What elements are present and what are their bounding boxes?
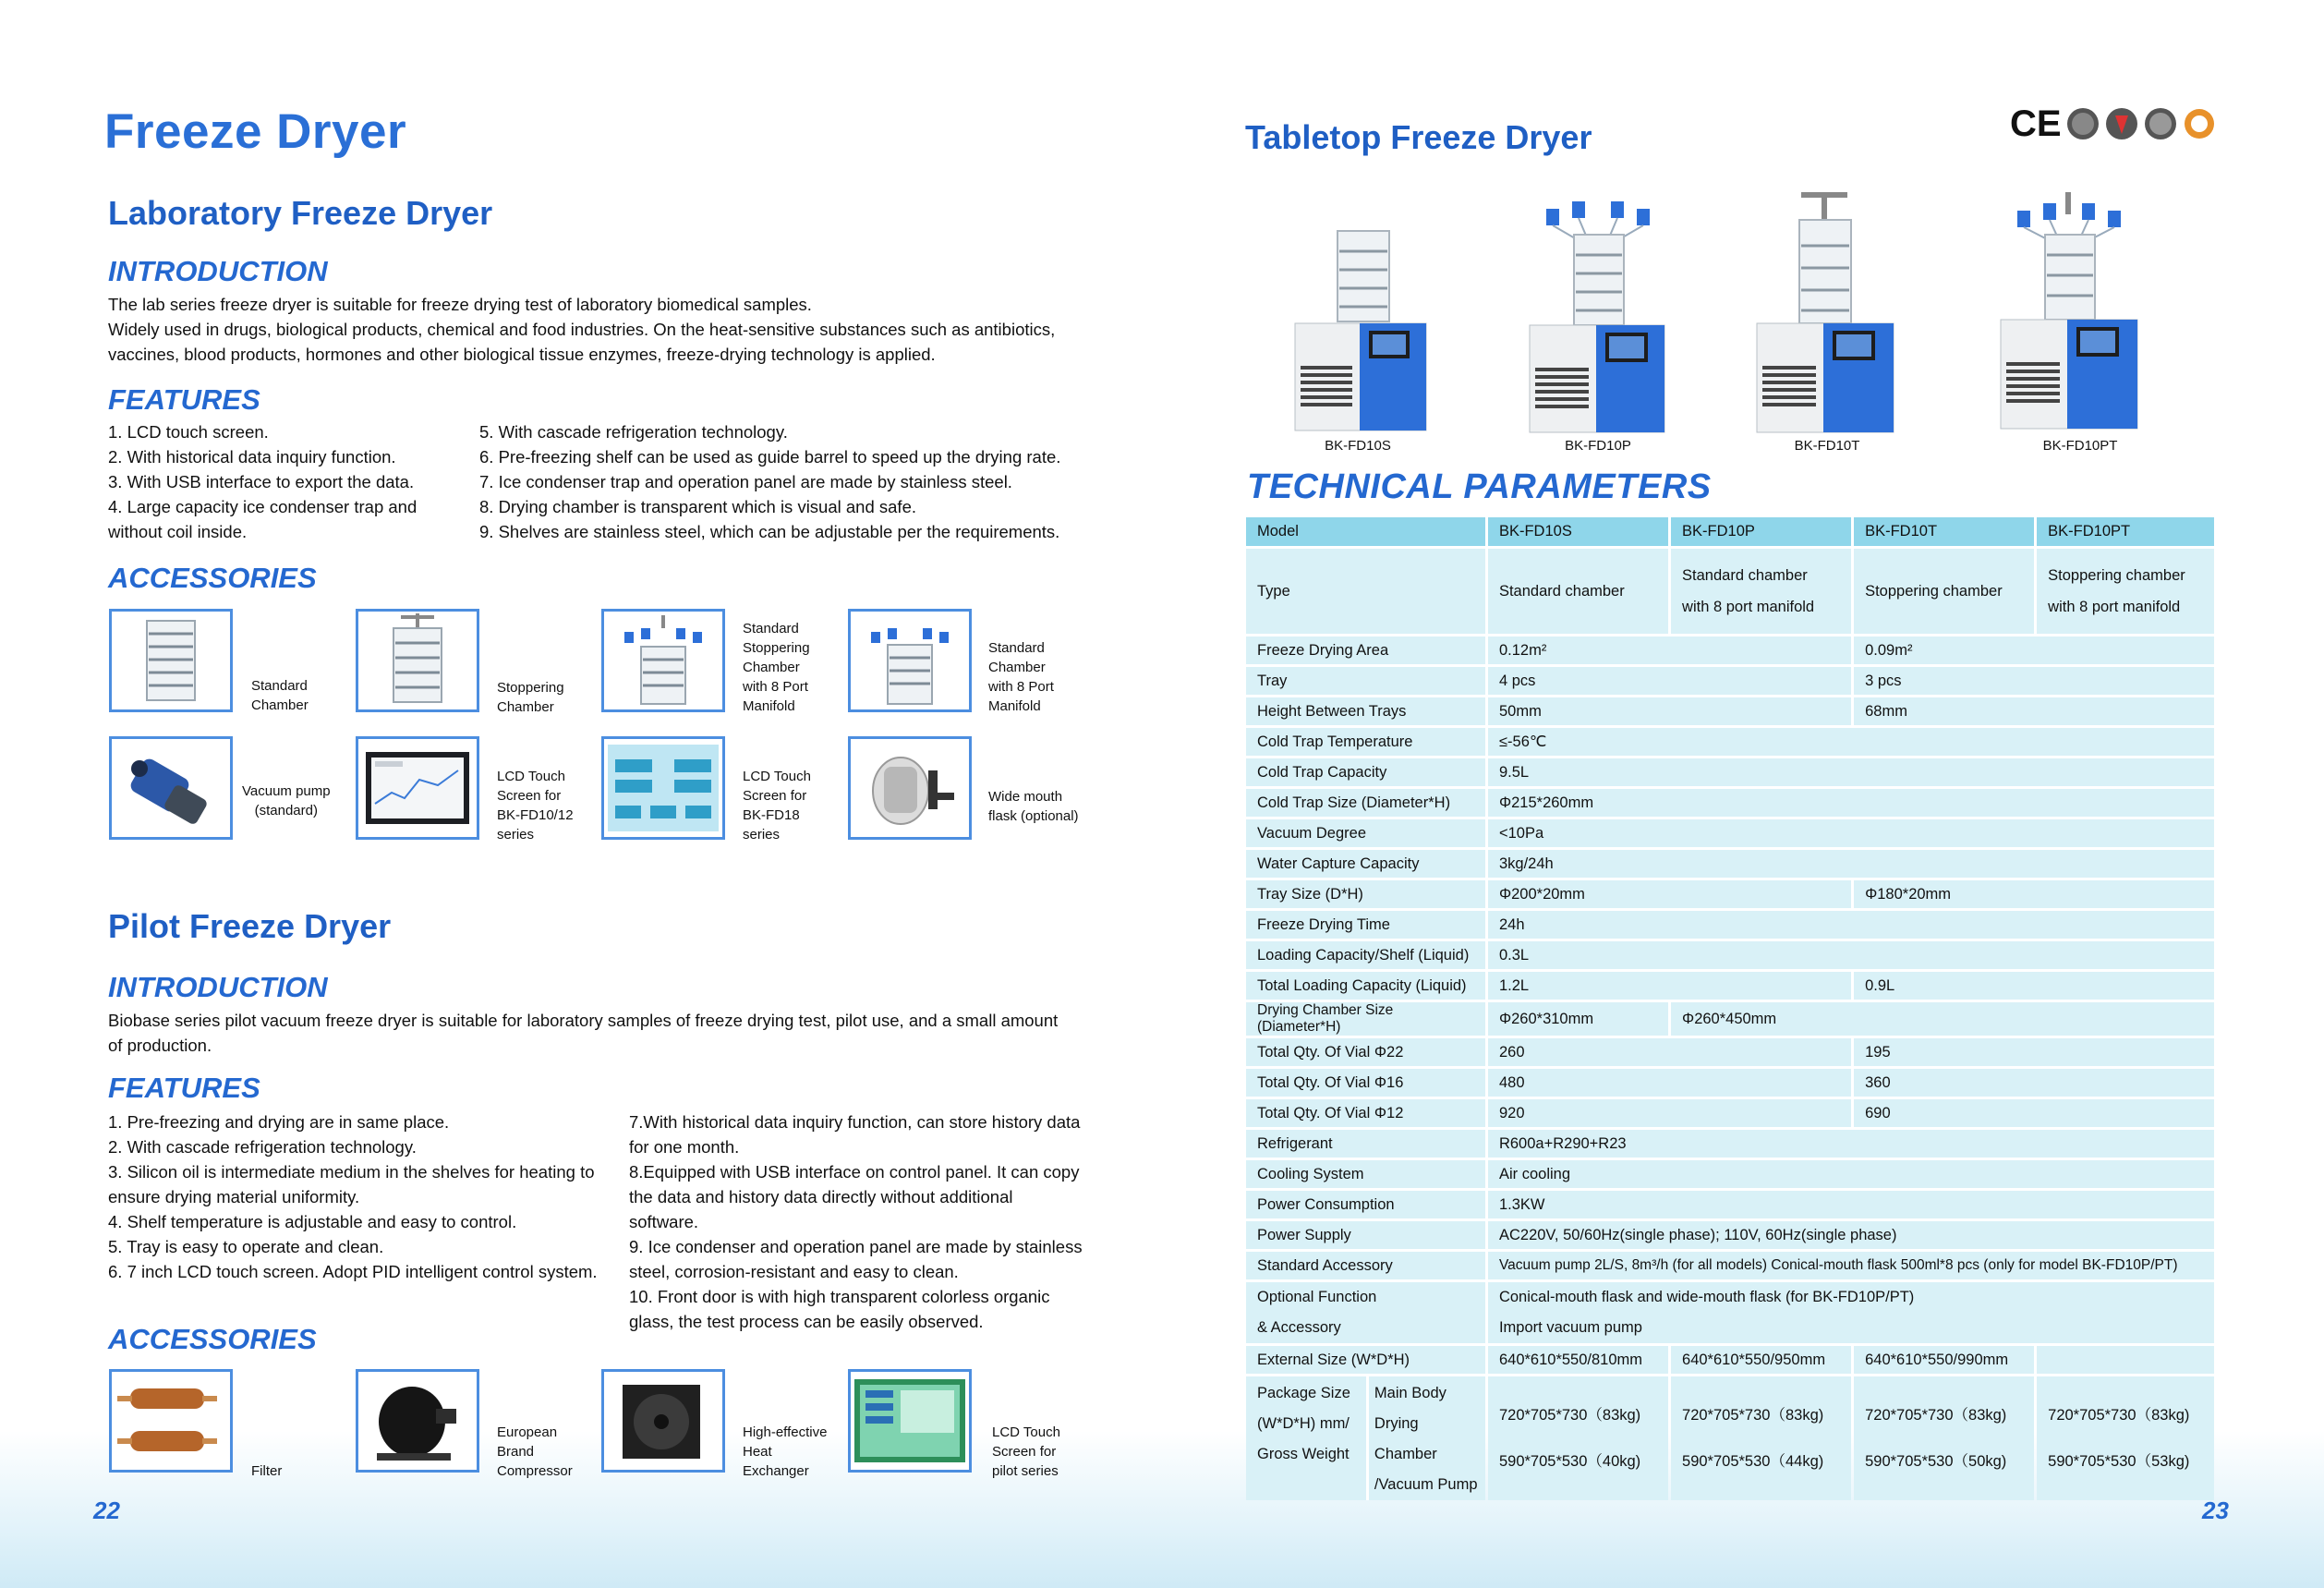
feature-item: the data and history data directly without additional: [629, 1187, 1013, 1206]
table-cell: Φ260*310mm: [1488, 1002, 1668, 1036]
accessory-label: LCD Touch Screen for BK-FD10/12 series: [497, 769, 574, 842]
accessory-label: Standard Chamber with 8 Port Manifold: [988, 640, 1054, 714]
feature-item: 8.Equipped with USB interface on control panel. It can copy: [629, 1162, 1080, 1182]
product-label: BK-FD10P: [1565, 438, 1631, 454]
table-row: [1246, 1099, 2214, 1127]
table-row: [1246, 1252, 2214, 1279]
feature-item: 2. With historical data inquiry function.: [108, 447, 396, 467]
table-cell: 0.09m²: [1854, 636, 2214, 664]
intro-line: Biobase series pilot vacuum freeze dryer is suitable for laboratory samples of freeze drying test, pilot use, and a small amount: [108, 1011, 1059, 1030]
table-label: Tray Size (D*H): [1246, 880, 1485, 908]
quality-mark-icon: [2182, 106, 2217, 141]
table-cell: 195: [1854, 1038, 2214, 1066]
table-cell: 0.9L: [1854, 972, 2214, 1000]
table-cell: 0.3L: [1488, 941, 2214, 969]
table-cell: 480: [1488, 1069, 1851, 1097]
lab-features-col1: [108, 419, 478, 544]
feature-item: 4. Large capacity ice condenser trap and: [108, 497, 418, 516]
table-cell: 640*610*550/990mm: [1854, 1346, 2034, 1374]
standard-chamber-image: [109, 609, 233, 712]
table-cell: Vacuum pump 2L/S, 8m³/h (for all models) Conical-mouth flask 500ml*8 pcs (only for model BK-FD10P/PT): [1488, 1252, 2214, 1279]
product-bk-fd10s: [1291, 227, 1430, 439]
stoppering-chamber-image: [356, 609, 479, 712]
table-cell: Φ200*20mm: [1488, 880, 1851, 908]
feature-item: 9. Ice condenser and operation panel are made by stainless: [629, 1237, 1083, 1256]
table-header-cell: BK-FD10S: [1488, 517, 1668, 546]
table-cell: 4 pcs: [1488, 667, 1851, 695]
intro-line: vaccines, blood products, hormones and other biological tissue enzymes, freeze-drying technology is applied.: [108, 345, 936, 364]
pilot-section-heading: Pilot Freeze Dryer: [108, 907, 392, 945]
accessory-label: LCD Touch Screen for pilot series: [992, 1424, 1060, 1479]
table-label: Vacuum Degree: [1246, 819, 1485, 847]
table-label: Cold Trap Capacity: [1246, 758, 1485, 786]
pilot-features-heading: FEATURES: [108, 1072, 260, 1104]
table-cell: 1.3KW: [1488, 1191, 2214, 1218]
table-label: Freeze Drying Area: [1246, 636, 1485, 664]
vacuum-pump-image: [109, 736, 233, 840]
table-row: [1246, 819, 2214, 847]
table-label: Package Size (W*D*H) mm/ Gross Weight Main Body Drying Chamber /Vacuum Pump: [1246, 1376, 1485, 1500]
chamber-manifold-image: [848, 609, 972, 712]
table-cell: <10Pa: [1488, 819, 2214, 847]
table-header-cell: BK-FD10PT: [2037, 517, 2214, 546]
lab-accessories-heading: ACCESSORIES: [108, 562, 317, 594]
table-row: [1246, 728, 2214, 756]
table-label: Type: [1246, 549, 1485, 634]
table-row: [1246, 1346, 2214, 1374]
table-row: [1246, 1002, 2214, 1036]
table-row: [1246, 667, 2214, 695]
table-label: Power Supply: [1246, 1221, 1485, 1249]
table-label: Loading Capacity/Shelf (Liquid): [1246, 941, 1485, 969]
lcd-screen-image: [356, 736, 479, 840]
table-row: [1246, 1191, 2214, 1218]
table-cell: 360: [1854, 1069, 2214, 1097]
feature-item: 7.With historical data inquiry function, can store history data: [629, 1112, 1081, 1132]
iso-13485-icon: [2143, 106, 2178, 141]
table-label: Total Loading Capacity (Liquid): [1246, 972, 1485, 1000]
table-row: [1246, 941, 2214, 969]
table-cell: 3 pcs: [1854, 667, 2214, 695]
table-cell: 0.12m²: [1488, 636, 1851, 664]
feature-item: 1. Pre-freezing and drying are in same place.: [108, 1112, 450, 1132]
table-cell: 260: [1488, 1038, 1851, 1066]
table-label: Refrigerant: [1246, 1130, 1485, 1158]
table-cell: 50mm: [1488, 697, 1851, 725]
pilot-intro-heading: INTRODUCTION: [108, 971, 328, 1003]
table-label: Power Consumption: [1246, 1191, 1485, 1218]
product-bk-fd10t: [1751, 190, 1899, 441]
table-label: Optional Function & Accessory: [1246, 1282, 1485, 1343]
accessory-label: Stoppering Chamber: [497, 680, 564, 715]
table-header-cell: BK-FD10T: [1854, 517, 2034, 546]
lcd-screen-pilot-image: [848, 1369, 972, 1473]
pilot-features-col1: [108, 1109, 625, 1284]
accessory-label: Standard Stoppering Chamber with 8 Port Manifold: [743, 621, 810, 714]
lab-features-col2: [479, 419, 1108, 544]
feature-item: 9. Shelves are stainless steel, which can be adjustable per the requirements.: [479, 522, 1060, 541]
table-label: Standard Accessory: [1246, 1252, 1485, 1279]
table-cell: 720*705*730（83kg) 590*705*530（53kg): [2037, 1376, 2214, 1500]
table-cell: Standard chamber: [1488, 549, 1668, 634]
feature-item: 5. Tray is easy to operate and clean.: [108, 1237, 384, 1256]
table-label: Tray: [1246, 667, 1485, 695]
table-row: [1246, 1282, 2214, 1343]
feature-item: 8. Drying chamber is transparent which is visual and safe.: [479, 497, 916, 516]
table-row: [1246, 972, 2214, 1000]
intro-line: Widely used in drugs, biological products, chemical and food industries. On the heat-sensitive substances such as antibiotics,: [108, 320, 1056, 339]
ce-mark: CE: [2010, 103, 2062, 144]
feature-item: 2. With cascade refrigeration technology.: [108, 1137, 417, 1157]
intro-line: The lab series freeze dryer is suitable for freeze drying test of laboratory biomedical samples.: [108, 295, 812, 314]
table-row: [1246, 850, 2214, 878]
table-cell: ≤-56℃: [1488, 728, 2214, 756]
product-bk-fd10pt: [1995, 190, 2143, 437]
table-label: Total Qty. Of Vial Φ12: [1246, 1099, 1485, 1127]
table-cell: Stoppering chamber with 8 port manifold: [2037, 549, 2214, 634]
certification-marks: [2010, 103, 2217, 144]
accessory-label: Vacuum pump (standard): [242, 783, 331, 818]
table-label: Cold Trap Temperature: [1246, 728, 1485, 756]
pilot-features-col2: [629, 1109, 1109, 1334]
accessory-label: Standard Chamber: [251, 678, 309, 713]
table-cell: R600a+R290+R23: [1488, 1130, 2214, 1158]
table-label: Total Qty. Of Vial Φ22: [1246, 1038, 1485, 1066]
iso-14001-icon: [2104, 106, 2139, 141]
feature-item: glass, the test process can be easily observed.: [629, 1312, 984, 1331]
table-row: [1246, 758, 2214, 786]
table-label: Water Capture Capacity: [1246, 850, 1485, 878]
accessory-label: High-effective Heat Exchanger: [743, 1424, 828, 1479]
table-label: Total Qty. Of Vial Φ16: [1246, 1069, 1485, 1097]
lab-intro-heading: INTRODUCTION: [108, 255, 328, 287]
table-cell: Conical-mouth flask and wide-mouth flask (for BK-FD10P/PT) Import vacuum pump: [1488, 1282, 2214, 1343]
lab-features-heading: FEATURES: [108, 383, 260, 416]
right-page-title: Tabletop Freeze Dryer: [1245, 118, 1592, 156]
table-row: [1246, 697, 2214, 725]
technical-parameters-table: [1243, 515, 2217, 1503]
table-cell: 720*705*730（83kg) 590*705*530（40kg): [1488, 1376, 1668, 1500]
product-label: BK-FD10PT: [2042, 438, 2118, 454]
table-cell: Standard chamber with 8 port manifold: [1671, 549, 1851, 634]
heat-exchanger-image: [601, 1369, 725, 1473]
feature-item: 5. With cascade refrigeration technology.: [479, 422, 788, 442]
feature-item: 7. Ice condenser trap and operation panel are made by stainless steel.: [479, 472, 1012, 491]
feature-item: 3. With USB interface to export the data.: [108, 472, 415, 491]
table-label: Cold Trap Size (Diameter*H): [1246, 789, 1485, 817]
table-cell: Φ260*450mm: [1671, 1002, 2214, 1036]
table-header-row: [1246, 517, 2214, 546]
table-row: [1246, 880, 2214, 908]
page-number-right: 23: [2202, 1497, 2229, 1524]
compressor-image: [356, 1369, 479, 1473]
feature-item: steel, corrosion-resistant and easy to clean.: [629, 1262, 959, 1281]
table-row: [1246, 1038, 2214, 1066]
table-header-cell: BK-FD10P: [1671, 517, 1851, 546]
table-cell: [2037, 1346, 2214, 1374]
feature-item: 6. Pre-freezing shelf can be used as guide barrel to speed up the drying rate.: [479, 447, 1061, 467]
feature-item: for one month.: [629, 1137, 740, 1157]
table-label: Freeze Drying Time: [1246, 911, 1485, 939]
table-label: Height Between Trays: [1246, 697, 1485, 725]
table-label: Drying Chamber Size (Diameter*H): [1246, 1002, 1485, 1036]
accessory-label: Filter: [251, 1463, 283, 1479]
table-cell: 920: [1488, 1099, 1851, 1127]
table-cell: 720*705*730（83kg) 590*705*530（44kg): [1671, 1376, 1851, 1500]
lab-intro-text: [108, 292, 1106, 367]
feature-item: software.: [629, 1212, 699, 1231]
iso-9001-icon: [2065, 106, 2100, 141]
table-cell: Air cooling: [1488, 1160, 2214, 1188]
table-cell: 640*610*550/950mm: [1671, 1346, 1851, 1374]
pilot-accessories-heading: ACCESSORIES: [108, 1323, 317, 1355]
table-row: [1246, 636, 2214, 664]
accessory-label: LCD Touch Screen for BK-FD18 series: [743, 769, 811, 842]
table-cell: Stoppering chamber: [1854, 549, 2034, 634]
product-label: BK-FD10S: [1325, 438, 1391, 454]
technical-parameters-heading: TECHNICAL PARAMETERS: [1247, 467, 1712, 506]
table-cell: 68mm: [1854, 697, 2214, 725]
table-label: External Size (W*D*H): [1246, 1346, 1485, 1374]
table-cell: 640*610*550/810mm: [1488, 1346, 1668, 1374]
feature-item: 3. Silicon oil is intermediate medium in the shelves for heating to: [108, 1162, 595, 1182]
lcd-screen-blue-image: [601, 736, 725, 840]
product-bk-fd10p: [1524, 198, 1672, 441]
feature-item: ensure drying material uniformity.: [108, 1187, 360, 1206]
feature-item: 4. Shelf temperature is adjustable and easy to control.: [108, 1212, 517, 1231]
table-row: [1246, 789, 2214, 817]
table-row: [1246, 1376, 2214, 1500]
table-label: Cooling System: [1246, 1160, 1485, 1188]
product-label: BK-FD10T: [1794, 438, 1860, 454]
table-row: [1246, 1221, 2214, 1249]
table-header-cell: Model: [1246, 517, 1485, 546]
table-row: [1246, 1130, 2214, 1158]
accessory-label: European Brand Compressor: [497, 1424, 573, 1479]
intro-line: of production.: [108, 1036, 212, 1055]
table-cell: 690: [1854, 1099, 2214, 1127]
feature-item: 6. 7 inch LCD touch screen. Adopt PID intelligent control system.: [108, 1262, 598, 1281]
table-row: [1246, 911, 2214, 939]
wide-mouth-flask-image: [848, 736, 972, 840]
table-row: [1246, 549, 2214, 634]
feature-item: without coil inside.: [108, 522, 248, 541]
table-row: [1246, 1069, 2214, 1097]
table-cell: AC220V, 50/60Hz(single phase); 110V, 60Hz(single phase): [1488, 1221, 2214, 1249]
table-cell: 3kg/24h: [1488, 850, 2214, 878]
feature-item: 10. Front door is with high transparent colorless organic: [629, 1287, 1050, 1306]
table-cell: 1.2L: [1488, 972, 1851, 1000]
page-number-left: 22: [93, 1497, 120, 1524]
table-cell: Φ215*260mm: [1488, 789, 2214, 817]
lab-section-heading: Laboratory Freeze Dryer: [108, 194, 493, 232]
feature-item: 1. LCD touch screen.: [108, 422, 269, 442]
table-row: [1246, 1160, 2214, 1188]
stoppering-manifold-image: [601, 609, 725, 712]
filter-image: [109, 1369, 233, 1473]
page-title: Freeze Dryer: [104, 104, 407, 159]
table-cell: 720*705*730（83kg) 590*705*530（50kg): [1854, 1376, 2034, 1500]
accessory-label: Wide mouth flask (optional): [988, 789, 1079, 824]
table-cell: Φ180*20mm: [1854, 880, 2214, 908]
pilot-intro-text: [108, 1008, 1106, 1058]
table-cell: 9.5L: [1488, 758, 2214, 786]
table-cell: 24h: [1488, 911, 2214, 939]
